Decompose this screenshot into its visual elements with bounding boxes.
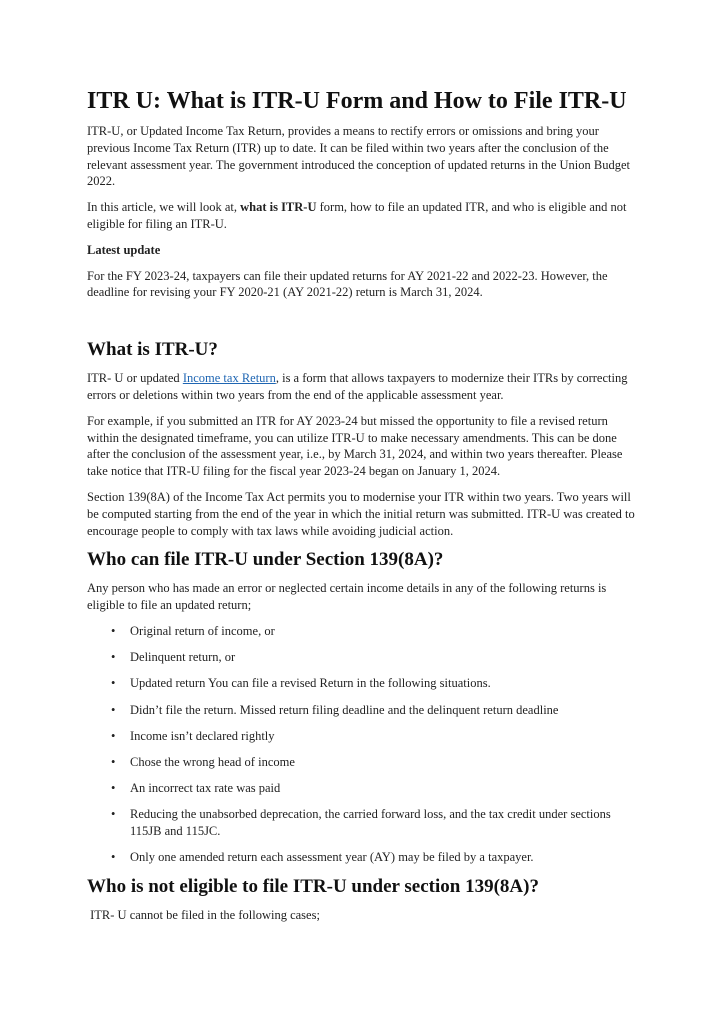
- list-item: [87, 806, 635, 840]
- heading-who-can-file: Who can file ITR-U under Section 139(8A)?: [87, 549, 444, 571]
- list-item-text: Original return of income, or: [130, 623, 275, 638]
- list-item: [87, 754, 635, 771]
- list-item-text: Updated return You can file a revised Return in the following situations.: [130, 676, 491, 691]
- list-item-text: Delinquent return, or: [130, 650, 236, 665]
- bullet-icon: •: [111, 650, 116, 665]
- bullet-icon: •: [111, 623, 116, 638]
- heading-who-not-eligible: Who is not eligible to file ITR-U under section 139(8A)?: [87, 876, 539, 898]
- intro-paragraph: ITR-U, or Updated Income Tax Return, provides a means to rectify errors or omissions and bring your previous Income Tax Return (ITR) up to date. It can be filed within two years after the conclusion of the relevant assessment year. The government introduced the conception of updated returns in the Union Budget 2022.: [87, 124, 631, 189]
- list-item: [87, 780, 635, 797]
- list-item-text: An incorrect tax rate was paid: [130, 781, 281, 796]
- list-item: [87, 702, 635, 719]
- list-item: [87, 623, 635, 640]
- overview-bold-text: what is ITR-U: [240, 200, 317, 215]
- eligible-returns-list: [87, 623, 635, 866]
- income-tax-return-link[interactable]: Income tax Return: [182, 371, 276, 386]
- list-item-text: Income isn’t declared rightly: [130, 728, 275, 743]
- bullet-icon: •: [111, 702, 116, 717]
- what-paragraph-3: Section 139(8A) of the Income Tax Act permits you to modernise your ITR within two years. Two years will be computed starting from the end of the year in which the initial return was submitted. ITR-U was created to encourage people to comply with tax laws while avoiding judicial action.: [87, 489, 635, 538]
- who-intro-paragraph: Any person who has made an error or neglected certain income details in any of the following returns is eligible to file an updated return;: [87, 581, 607, 613]
- not-eligible-intro: ITR- U cannot be filed in the following cases;: [87, 908, 320, 923]
- article-overview-paragraph: [87, 199, 635, 233]
- latest-update-label: Latest update: [87, 242, 161, 257]
- heading-what-is-itr-u: What is ITR-U?: [87, 339, 218, 361]
- section-spacer: [87, 310, 635, 338]
- list-item-text: Reducing the unabsorbed deprecation, the carried forward loss, and the tax credit under sections 115JB and 115JC.: [130, 807, 611, 839]
- list-item: [87, 649, 635, 666]
- what-text-end: , is a form that allows taxpayers to modernize their ITRs by correcting errors or deletions within two years from the end of the applicable assessment year.: [87, 371, 628, 402]
- list-item-text: Didn’t file the return. Missed return filing deadline and the delinquent return deadline: [130, 702, 559, 717]
- bullet-icon: •: [111, 850, 116, 865]
- bullet-icon: •: [111, 754, 116, 769]
- page-title: ITR U: What is ITR-U Form and How to File ITR-U: [87, 88, 627, 114]
- overview-text-end: form, how to file an updated ITR, and who is eligible and not eligible for filing an ITR-U.: [87, 200, 627, 231]
- list-item: [87, 849, 635, 866]
- document-page: [87, 85, 635, 933]
- bullet-icon: •: [111, 781, 116, 796]
- bullet-icon: •: [111, 807, 116, 822]
- list-item: [87, 675, 635, 692]
- list-item-text: Chose the wrong head of income: [130, 754, 295, 769]
- list-item-text: Only one amended return each assessment year (AY) may be filed by a taxpayer.: [130, 850, 534, 865]
- what-text-start: ITR- U or updated: [87, 371, 183, 386]
- overview-text-start: In this article, we will look at,: [87, 200, 241, 215]
- what-paragraph-2: For example, if you submitted an ITR for AY 2023-24 but missed the opportunity to file a revised return within the designated timeframe, you can utilize ITR-U to make necessary amendments. This can be done after the conclusion of the assessment year, i.e., by March 31, 2024, and within two years thereafter. Please take notice that ITR-U filing for the fiscal year 2023-24 began on January 1, 2024.: [87, 413, 623, 479]
- bullet-icon: •: [111, 676, 116, 691]
- list-item: [87, 728, 635, 745]
- what-paragraph-1: [87, 370, 635, 404]
- latest-update-text: For the FY 2023-24, taxpayers can file their updated returns for AY 2021-22 and 2022-23. However, the deadline for revising your FY 2020-21 (AY 2021-22) return is March 31, 2024.: [87, 268, 608, 300]
- bullet-icon: •: [111, 728, 116, 743]
